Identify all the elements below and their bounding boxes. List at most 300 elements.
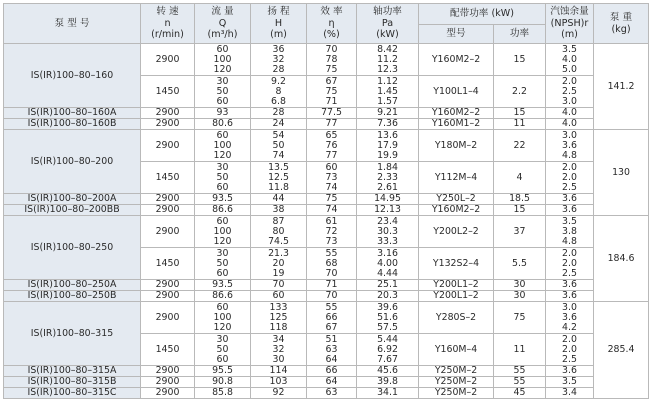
npsh-cell-value: 2.5 — [562, 85, 577, 97]
flow-cell-value: 30 — [216, 247, 229, 259]
efficiency-cell-value: 75 — [325, 85, 338, 97]
model-cell: IS(IR)100–80–200BB — [4, 205, 141, 216]
model-cell: IS(IR)100–80–315B — [4, 377, 141, 388]
shaft-power-cell — [357, 291, 419, 302]
flow-cell-value: 90.8 — [212, 376, 233, 387]
head-cell-value: 38 — [272, 204, 285, 215]
flow-cell — [195, 205, 251, 216]
efficiency-cell — [307, 280, 357, 291]
shaft-power-cell-value: 34.1 — [377, 387, 398, 398]
flow-cell-value: 50 — [216, 343, 229, 355]
shaft-power-cell-value: 12.13 — [374, 204, 401, 215]
flow-cell-value: 95.5 — [212, 365, 233, 376]
npsh-cell-value: 3.5 — [562, 376, 577, 387]
motor-model-cell: Y160M2–2 — [419, 205, 494, 216]
flow-cell-value: 60 — [216, 215, 229, 227]
efficiency-cell-value: 77 — [325, 149, 338, 161]
npsh-cell — [546, 334, 594, 366]
npsh-cell-value: 3.6 — [562, 311, 577, 323]
flow-cell-value: 120 — [213, 321, 232, 333]
npsh-cell — [546, 388, 594, 399]
head-cell — [251, 162, 307, 194]
flow-cell-value: 50 — [216, 257, 229, 269]
npsh-cell — [546, 291, 594, 302]
head-cell — [251, 119, 307, 130]
motor-power-cell: 2.2 — [494, 76, 546, 108]
head-cell-value: 11.8 — [268, 181, 289, 193]
head-cell-value: 60 — [272, 290, 285, 301]
head-cell — [251, 76, 307, 108]
efficiency-cell-value: 63 — [325, 343, 338, 355]
efficiency-cell-value: 66 — [325, 311, 338, 323]
head-cell-value: 6.8 — [271, 95, 286, 107]
header-row-1 — [4, 4, 649, 25]
model-cell: IS(IR)100–80–250B — [4, 291, 141, 302]
efficiency-cell — [307, 194, 357, 205]
motor-power-cell: 5.5 — [494, 248, 546, 280]
efficiency-cell-value: 67 — [325, 75, 338, 87]
efficiency-cell-value: 63 — [325, 387, 338, 398]
npsh-cell-value: 4.0 — [562, 118, 577, 129]
efficiency-cell — [307, 366, 357, 377]
shaft-power-cell-value: 13.6 — [377, 129, 398, 141]
npsh-cell-value: 2.0 — [562, 257, 577, 269]
head-cell-value: 28 — [272, 107, 285, 118]
flow-cell-value: 50 — [216, 85, 229, 97]
shaft-power-cell — [357, 44, 419, 76]
motor-power-cell: 4 — [494, 162, 546, 194]
flow-cell — [195, 248, 251, 280]
flow-cell-value: 93 — [216, 107, 229, 118]
model-cell: IS(IR)100–80–160 — [4, 44, 141, 108]
npsh-cell-value: 4.8 — [562, 235, 577, 247]
npsh-cell-value: 3.0 — [562, 95, 577, 107]
efficiency-cell-value: 75 — [325, 63, 338, 75]
npsh-cell-value: 3.6 — [562, 365, 577, 376]
head-cell-value: 133 — [269, 301, 288, 313]
npsh-cell — [546, 280, 594, 291]
efficiency-cell-value: 55 — [325, 247, 338, 259]
npsh-cell-value: 3.6 — [562, 139, 577, 151]
model-cell: IS(IR)100–80–315A — [4, 366, 141, 377]
efficiency-cell — [307, 44, 357, 76]
speed-cell: 1450 — [141, 248, 195, 280]
shaft-power-cell-value: 30.3 — [377, 225, 398, 237]
efficiency-cell-value: 51 — [325, 333, 338, 345]
motor-model-cell: Y160M2–2 — [419, 108, 494, 119]
flow-cell-value: 93.5 — [212, 279, 233, 290]
motor-model-cell: Y250M–2 — [419, 366, 494, 377]
npsh-cell — [546, 108, 594, 119]
head-cell-value: 125 — [269, 311, 288, 323]
npsh-cell-value: 2.0 — [562, 247, 577, 259]
table-row — [4, 205, 649, 216]
flow-cell-value: 80.6 — [212, 118, 233, 129]
table-row — [4, 377, 649, 388]
npsh-cell — [546, 130, 594, 162]
motor-model-cell: Y160M2–2 — [419, 44, 494, 76]
head-cell-value: 30 — [272, 353, 285, 365]
flow-cell — [195, 377, 251, 388]
motor-power-cell: 37 — [494, 216, 546, 248]
speed-cell: 1450 — [141, 334, 195, 366]
table-row — [4, 119, 649, 130]
header-shaft-power: 轴功率 Pa (kW) — [357, 4, 419, 44]
efficiency-cell — [307, 302, 357, 334]
header-motor-kw: 功率 — [494, 25, 546, 44]
head-cell-value: 74 — [272, 149, 285, 161]
shaft-power-cell — [357, 130, 419, 162]
efficiency-cell — [307, 76, 357, 108]
motor-model-cell: Y250M–2 — [419, 388, 494, 399]
shaft-power-cell — [357, 216, 419, 248]
head-cell-value: 92 — [272, 387, 285, 398]
head-cell-value: 80 — [272, 225, 285, 237]
efficiency-cell-value: 77 — [325, 118, 338, 129]
shaft-power-cell-value: 45.6 — [377, 365, 398, 376]
header-efficiency: 效 率 η (%) — [307, 4, 357, 44]
shaft-power-cell — [357, 194, 419, 205]
speed-cell: 2900 — [141, 130, 195, 162]
shaft-power-cell-value: 7.67 — [377, 353, 398, 365]
motor-power-cell: 15 — [494, 44, 546, 76]
shaft-power-cell-value: 51.6 — [377, 311, 398, 323]
header-flow: 流 量 Q (m³/h) — [195, 4, 251, 44]
npsh-cell-value: 4.0 — [562, 107, 577, 118]
model-cell: IS(IR)100–80–200 — [4, 130, 141, 194]
motor-model-cell: Y250M–2 — [419, 377, 494, 388]
npsh-cell-value: 3.0 — [562, 129, 577, 141]
shaft-power-cell-value: 4.44 — [377, 267, 398, 279]
motor-power-cell: 11 — [494, 334, 546, 366]
flow-cell-value: 30 — [216, 161, 229, 173]
efficiency-cell-value: 75 — [325, 193, 338, 204]
flow-cell-value: 30 — [216, 333, 229, 345]
flow-cell-value: 60 — [216, 95, 229, 107]
shaft-power-cell-value: 20.3 — [377, 290, 398, 301]
shaft-power-cell — [357, 334, 419, 366]
npsh-cell-value: 2.5 — [562, 267, 577, 279]
flow-cell-value: 60 — [216, 301, 229, 313]
flow-cell-value: 100 — [213, 311, 232, 323]
efficiency-cell — [307, 248, 357, 280]
efficiency-cell — [307, 162, 357, 194]
motor-power-cell: 55 — [494, 366, 546, 377]
shaft-power-cell — [357, 377, 419, 388]
table-row — [4, 302, 649, 334]
shaft-power-cell-value: 6.92 — [377, 343, 398, 355]
motor-power-cell: 30 — [494, 280, 546, 291]
shaft-power-cell-value: 19.9 — [377, 149, 398, 161]
head-cell-value: 118 — [269, 321, 288, 333]
efficiency-cell-value: 68 — [325, 257, 338, 269]
motor-model-cell: Y100L1–4 — [419, 76, 494, 108]
table-row — [4, 291, 649, 302]
flow-cell — [195, 76, 251, 108]
flow-cell-value: 86.6 — [212, 204, 233, 215]
flow-cell-value: 86.6 — [212, 290, 233, 301]
speed-cell: 2900 — [141, 377, 195, 388]
head-cell — [251, 377, 307, 388]
head-cell — [251, 280, 307, 291]
speed-cell: 2900 — [141, 366, 195, 377]
table-body — [4, 44, 649, 399]
efficiency-cell-value: 73 — [325, 235, 338, 247]
shaft-power-cell-value: 2.61 — [377, 181, 398, 193]
head-cell-value: 21.3 — [268, 247, 289, 259]
flow-cell-value: 100 — [213, 139, 232, 151]
speed-cell: 1450 — [141, 76, 195, 108]
shaft-power-cell — [357, 280, 419, 291]
head-cell — [251, 366, 307, 377]
speed-cell: 1450 — [141, 162, 195, 194]
flow-cell — [195, 302, 251, 334]
pump-performance-table — [3, 3, 649, 399]
head-cell-value: 24 — [272, 118, 285, 129]
efficiency-cell-value: 72 — [325, 225, 338, 237]
flow-cell — [195, 130, 251, 162]
shaft-power-cell-value: 7.36 — [377, 118, 398, 129]
head-cell — [251, 130, 307, 162]
npsh-cell-value: 2.5 — [562, 353, 577, 365]
shaft-power-cell-value: 57.5 — [377, 321, 398, 333]
efficiency-cell-value: 70 — [325, 290, 338, 301]
weight-cell: 184.6 — [594, 216, 649, 302]
efficiency-cell-value: 65 — [325, 129, 338, 141]
npsh-cell-value: 3.6 — [562, 279, 577, 290]
motor-model-cell: Y280S–2 — [419, 302, 494, 334]
model-cell: IS(IR)100–80–200A — [4, 194, 141, 205]
model-cell: IS(IR)100–80–160A — [4, 108, 141, 119]
efficiency-cell-value: 70 — [325, 267, 338, 279]
efficiency-cell-value: 78 — [325, 53, 338, 65]
npsh-cell — [546, 377, 594, 388]
shaft-power-cell — [357, 366, 419, 377]
speed-cell: 2900 — [141, 216, 195, 248]
efficiency-cell-value: 77.5 — [321, 107, 342, 118]
npsh-cell-value: 4.2 — [562, 321, 577, 333]
head-cell-value: 114 — [269, 365, 288, 376]
shaft-power-cell — [357, 162, 419, 194]
efficiency-cell — [307, 291, 357, 302]
head-cell-value: 34 — [272, 333, 285, 345]
npsh-cell-value: 3.8 — [562, 225, 577, 237]
weight-cell: 285.4 — [594, 302, 649, 399]
flow-cell-value: 120 — [213, 235, 232, 247]
speed-cell: 2900 — [141, 205, 195, 216]
header-motor-power: 配带功率 (kW) — [419, 4, 546, 25]
shaft-power-cell-value: 39.6 — [377, 301, 398, 313]
flow-cell-value: 100 — [213, 53, 232, 65]
shaft-power-cell-value: 17.9 — [377, 139, 398, 151]
efficiency-cell — [307, 334, 357, 366]
head-cell — [251, 108, 307, 119]
speed-cell: 2900 — [141, 280, 195, 291]
shaft-power-cell-value: 25.1 — [377, 279, 398, 290]
shaft-power-cell-value: 12.3 — [377, 63, 398, 75]
flow-cell — [195, 388, 251, 399]
motor-power-cell: 15 — [494, 205, 546, 216]
shaft-power-cell-value: 23.4 — [377, 215, 398, 227]
efficiency-cell — [307, 216, 357, 248]
efficiency-cell-value: 67 — [325, 321, 338, 333]
motor-power-cell: 55 — [494, 377, 546, 388]
flow-cell-value: 120 — [213, 63, 232, 75]
weight-cell: 130 — [594, 130, 649, 216]
shaft-power-cell-value: 39.8 — [377, 376, 398, 387]
head-cell-value: 50 — [272, 139, 285, 151]
npsh-cell — [546, 194, 594, 205]
flow-cell-value: 50 — [216, 171, 229, 183]
head-cell-value: 44 — [272, 193, 285, 204]
shaft-power-cell-value: 8.42 — [377, 43, 398, 55]
efficiency-cell — [307, 377, 357, 388]
efficiency-cell-value: 76 — [325, 139, 338, 151]
efficiency-cell — [307, 388, 357, 399]
shaft-power-cell-value: 3.16 — [377, 247, 398, 259]
efficiency-cell-value: 55 — [325, 301, 338, 313]
flow-cell — [195, 108, 251, 119]
head-cell-value: 87 — [272, 215, 285, 227]
head-cell-value: 9.2 — [271, 75, 286, 87]
npsh-cell-value: 2.0 — [562, 75, 577, 87]
flow-cell-value: 60 — [216, 353, 229, 365]
npsh-cell-value: 3.0 — [562, 301, 577, 313]
npsh-cell-value: 3.6 — [562, 204, 577, 215]
efficiency-cell — [307, 119, 357, 130]
shaft-power-cell-value: 9.21 — [377, 107, 398, 118]
efficiency-cell-value: 66 — [325, 365, 338, 376]
head-cell-value: 103 — [269, 376, 288, 387]
npsh-cell-value: 2.0 — [562, 161, 577, 173]
motor-model-cell: Y200L1–2 — [419, 291, 494, 302]
model-cell: IS(IR)100–80–250 — [4, 216, 141, 280]
flow-cell — [195, 194, 251, 205]
speed-cell: 2900 — [141, 44, 195, 76]
npsh-cell-value: 4.8 — [562, 149, 577, 161]
npsh-cell-value: 3.5 — [562, 43, 577, 55]
efficiency-cell-value: 71 — [325, 279, 338, 290]
head-cell — [251, 205, 307, 216]
head-cell — [251, 194, 307, 205]
header-model: 泵 型 号 — [4, 4, 141, 44]
npsh-cell — [546, 366, 594, 377]
shaft-power-cell — [357, 76, 419, 108]
npsh-cell-value: 3.4 — [562, 387, 577, 398]
shaft-power-cell — [357, 205, 419, 216]
head-cell-value: 74.5 — [268, 235, 289, 247]
speed-cell: 2900 — [141, 291, 195, 302]
flow-cell — [195, 44, 251, 76]
motor-model-cell: Y132S2–4 — [419, 248, 494, 280]
head-cell-value: 12.5 — [268, 171, 289, 183]
efficiency-cell-value: 64 — [325, 376, 338, 387]
header-motor-model: 型号 — [419, 25, 494, 44]
motor-power-cell: 45 — [494, 388, 546, 399]
head-cell-value: 28 — [272, 63, 285, 75]
motor-model-cell: Y180M–2 — [419, 130, 494, 162]
speed-cell: 2900 — [141, 108, 195, 119]
npsh-cell-value: 3.5 — [562, 215, 577, 227]
flow-cell-value: 100 — [213, 225, 232, 237]
head-cell-value: 20 — [272, 257, 285, 269]
flow-cell-value: 85.8 — [212, 387, 233, 398]
shaft-power-cell-value: 5.44 — [377, 333, 398, 345]
head-cell-value: 70 — [272, 279, 285, 290]
head-cell-value: 13.5 — [268, 161, 289, 173]
head-cell-value: 36 — [272, 43, 285, 55]
flow-cell-value: 120 — [213, 149, 232, 161]
motor-power-cell: 75 — [494, 302, 546, 334]
motor-model-cell: Y250L–2 — [419, 194, 494, 205]
shaft-power-cell-value: 1.45 — [377, 85, 398, 97]
head-cell-value: 19 — [272, 267, 285, 279]
flow-cell — [195, 216, 251, 248]
shaft-power-cell — [357, 119, 419, 130]
head-cell-value: 32 — [272, 343, 285, 355]
table-row — [4, 388, 649, 399]
flow-cell — [195, 291, 251, 302]
efficiency-cell — [307, 205, 357, 216]
table-row — [4, 44, 649, 76]
head-cell-value: 54 — [272, 129, 285, 141]
motor-model-cell: Y160M–4 — [419, 334, 494, 366]
efficiency-cell — [307, 130, 357, 162]
speed-cell: 2900 — [141, 302, 195, 334]
motor-model-cell: Y200L1–2 — [419, 280, 494, 291]
flow-cell-value: 60 — [216, 181, 229, 193]
header-weight: 泵 重 (kg) — [594, 4, 649, 44]
flow-cell — [195, 334, 251, 366]
head-cell-value: 32 — [272, 53, 285, 65]
head-cell — [251, 44, 307, 76]
efficiency-cell-value: 71 — [325, 95, 338, 107]
shaft-power-cell-value: 1.12 — [377, 75, 398, 87]
model-cell: IS(IR)100–80–160B — [4, 119, 141, 130]
motor-power-cell: 11 — [494, 119, 546, 130]
flow-cell — [195, 366, 251, 377]
flow-cell — [195, 280, 251, 291]
efficiency-cell-value: 61 — [325, 215, 338, 227]
head-cell — [251, 388, 307, 399]
shaft-power-cell-value: 2.33 — [377, 171, 398, 183]
flow-cell — [195, 162, 251, 194]
efficiency-cell-value: 73 — [325, 171, 338, 183]
table-row — [4, 108, 649, 119]
efficiency-cell-value: 74 — [325, 204, 338, 215]
header-speed: 转 速 n (r/min) — [141, 4, 195, 44]
npsh-cell — [546, 76, 594, 108]
shaft-power-cell — [357, 302, 419, 334]
shaft-power-cell-value: 4.00 — [377, 257, 398, 269]
motor-model-cell: Y200L2–2 — [419, 216, 494, 248]
npsh-cell — [546, 44, 594, 76]
weight-cell: 141.2 — [594, 44, 649, 130]
shaft-power-cell-value: 1.84 — [377, 161, 398, 173]
efficiency-cell-value: 64 — [325, 353, 338, 365]
shaft-power-cell — [357, 388, 419, 399]
head-cell — [251, 291, 307, 302]
speed-cell: 2900 — [141, 388, 195, 399]
speed-cell: 2900 — [141, 194, 195, 205]
npsh-cell-value: 2.5 — [562, 181, 577, 193]
npsh-cell — [546, 302, 594, 334]
shaft-power-cell-value: 14.95 — [374, 193, 401, 204]
npsh-cell — [546, 119, 594, 130]
table-row — [4, 130, 649, 162]
head-cell — [251, 334, 307, 366]
shaft-power-cell-value: 1.57 — [377, 95, 398, 107]
